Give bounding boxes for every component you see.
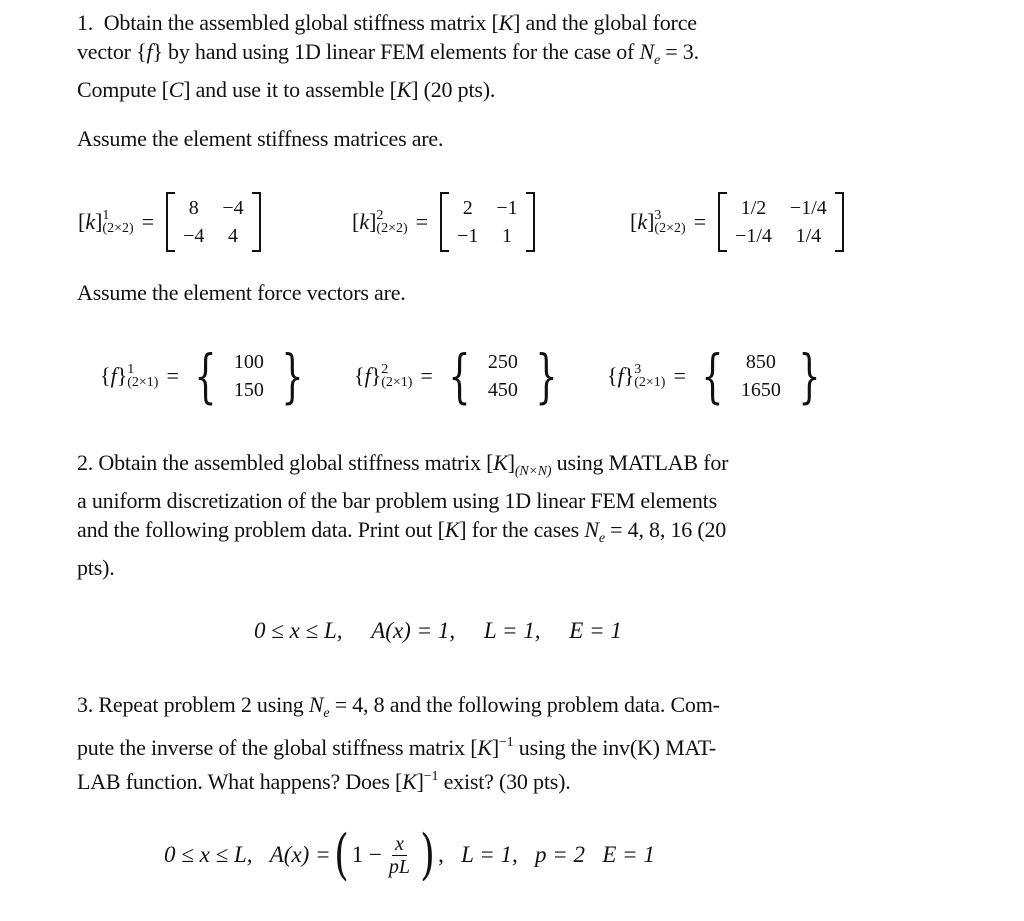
problem-2-line-3: and the following problem data. Print out [K] for the cases $N_e = 4$, 8, 16 (20 bbox=[77, 517, 727, 546]
assume-force-text: Assume the element force vectors are. bbox=[77, 280, 406, 305]
problem-1-text bbox=[77, 8, 852, 104]
problem-2-line-1: 2. Obtain the assembled global stiffness matrix $[K]_{(N\times N)}$ using MATLAB for bbox=[77, 450, 729, 479]
force-vector-3: { f } 3 (2×1) = { 850 1650 } bbox=[607, 342, 821, 410]
stiffness-matrix-2: [ k ] 2 (2×2) = 2 −1 −1 1 bbox=[352, 192, 539, 252]
problem-3-line-3: LAB function. What happens? Does $[K]^{-1}$ exist? (30 pts). bbox=[77, 769, 571, 794]
problem-3-line-1: 3. Repeat problem 2 using $N_e = 4$, 8 and the following problem data. Com- bbox=[77, 692, 720, 721]
force-vector-2: { f } 2 (2×1) = { 250 450 } bbox=[354, 342, 558, 410]
problem-2-line-4: pts). bbox=[77, 555, 115, 580]
force-vector-1: { f } 1 (2×1) = { 100 150 } bbox=[100, 342, 304, 410]
problem-3-text bbox=[77, 690, 852, 796]
force-vector-2-row bbox=[354, 342, 565, 410]
problem-2-equation: 0 ≤ x ≤ L, A(x) = 1, L = 1, E = 1 bbox=[254, 618, 622, 643]
problem-3-equation: 0 ≤ x ≤ L, A(x) = ( 1 − $\frac{x}{pL}$ ) , L = 1, p = 2 E = 1 bbox=[164, 823, 655, 886]
problem-2-line-2: a uniform discretization of the bar problem using 1D linear FEM elements bbox=[77, 488, 717, 513]
problem-2-text bbox=[77, 448, 852, 582]
x-over-pL-fraction: $\frac{x}{pL}$ bbox=[388, 832, 411, 878]
problem-3-line-2: pute the inverse of the global stiffness matrix $[K]^{-1}$ using the inv(K) MAT- bbox=[77, 735, 717, 760]
problem-1-line-1: 1. Obtain the assembled global stiffness matrix [K] and the global force bbox=[77, 10, 697, 35]
stiffness-matrix-3: [ k ] 3 (2×2) = 1/2 −1/4 −1/4 1/4 bbox=[630, 192, 848, 252]
force-vector-1-row bbox=[100, 342, 311, 410]
stiffness-matrix-2-row bbox=[352, 192, 539, 252]
force-vector-3-row bbox=[607, 342, 828, 410]
stiffness-matrices-row bbox=[78, 192, 265, 252]
problem-1-line-3: Compute [C] and use it to assemble [K] (20 pts). bbox=[77, 77, 496, 102]
assume-stiffness-text: Assume the element stiffness matrices are. bbox=[77, 126, 444, 151]
stiffness-matrix-1: [ k ] 1 (2×2) = 8 −4 −4 4 bbox=[78, 192, 265, 252]
problem-1-line-2: vector {f} by hand using 1D linear FEM elements for the case of $N_e = 3$. bbox=[77, 39, 699, 68]
stiffness-matrix-3-row bbox=[630, 192, 848, 252]
